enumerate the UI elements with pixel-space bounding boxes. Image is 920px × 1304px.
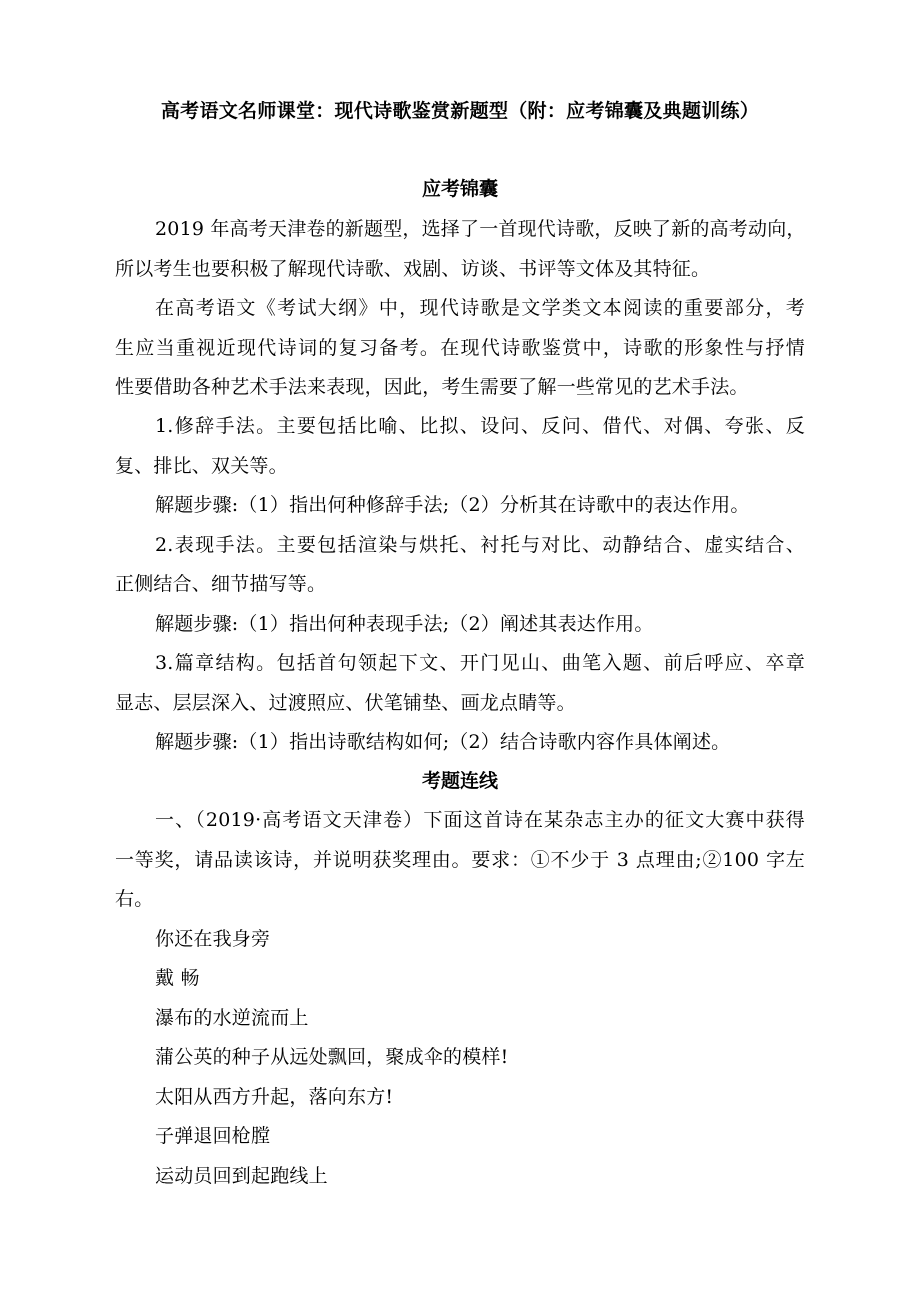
question-text: 右。 xyxy=(115,888,154,910)
poem-line: 子弹退回枪膛 xyxy=(155,1125,271,1147)
section-heading-exam: 考题连线 xyxy=(421,770,498,792)
poem-author: 戴 畅 xyxy=(155,967,200,989)
paragraph-line: 生应当重视近现代诗词的复习备考。在现代诗歌鉴赏中，诗歌的形象性与抒情 xyxy=(115,337,805,359)
poem-line: 太阳从西方升起，落向东方! xyxy=(155,1086,394,1108)
list-item-structure-cont: 显志、层层深入、过渡照应、伏笔铺垫、画龙点睛等。 xyxy=(115,692,576,714)
paragraph-line: 2019 年高考天津卷的新题型，选择了一首现代诗歌，反映了新的高考动向， xyxy=(155,218,806,240)
question-text: 一、（2019·高考语文天津卷）下面这首诗在某杂志主办的征文大赛中获得 xyxy=(155,809,805,831)
poem-title: 你还在我身旁 xyxy=(155,928,271,950)
list-item-expression: 2.表现手法。主要包括渲染与烘托、衬托与对比、动静结合、虚实结合、 xyxy=(155,534,805,556)
paragraph-line: 所以考生也要积极了解现代诗歌、戏剧、访谈、书评等文体及其特征。 xyxy=(115,258,711,280)
paragraph-line: 性要借助各种艺术手法来表现，因此，考生需要了解一些常见的艺术手法。 xyxy=(115,376,749,398)
document-title: 高考语文名师课堂：现代诗歌鉴赏新题型（附：应考锦囊及典题训练） xyxy=(160,100,760,122)
list-item-rhetoric: 1.修辞手法。主要包括比喻、比拟、设问、反问、借代、对偶、夸张、反 xyxy=(155,415,805,437)
list-item-structure: 3.篇章结构。包括首句领起下文、开门见山、曲笔入题、前后呼应、卒章 xyxy=(155,652,805,674)
section-heading-tips: 应考锦囊 xyxy=(421,178,498,200)
poem-line: 运动员回到起跑线上 xyxy=(155,1165,328,1187)
solution-step: 解题步骤:（1）指出何种修辞手法;（2）分析其在诗歌中的表达作用。 xyxy=(155,494,750,516)
solution-step: 解题步骤:（1）指出何种表现手法;（2）阐述其表达作用。 xyxy=(155,613,654,635)
list-item-expression-cont: 正侧结合、细节描写等。 xyxy=(115,573,327,595)
poem-line: 瀑布的水逆流而上 xyxy=(155,1007,309,1029)
solution-step: 解题步骤:（1）指出诗歌结构如何;（2）结合诗歌内容作具体阐述。 xyxy=(155,731,731,753)
paragraph-line: 在高考语文《考试大纲》中，现代诗歌是文学类文本阅读的重要部分，考 xyxy=(155,297,805,319)
question-text: 一等奖，请品读该诗，并说明获奖理由。要求：①不少于 3 点理由;②100 字左 xyxy=(115,849,805,871)
list-item-rhetoric-cont: 复、排比、双关等。 xyxy=(115,455,288,477)
poem-line: 蒲公英的种子从远处飘回，聚成伞的模样! xyxy=(155,1046,509,1068)
